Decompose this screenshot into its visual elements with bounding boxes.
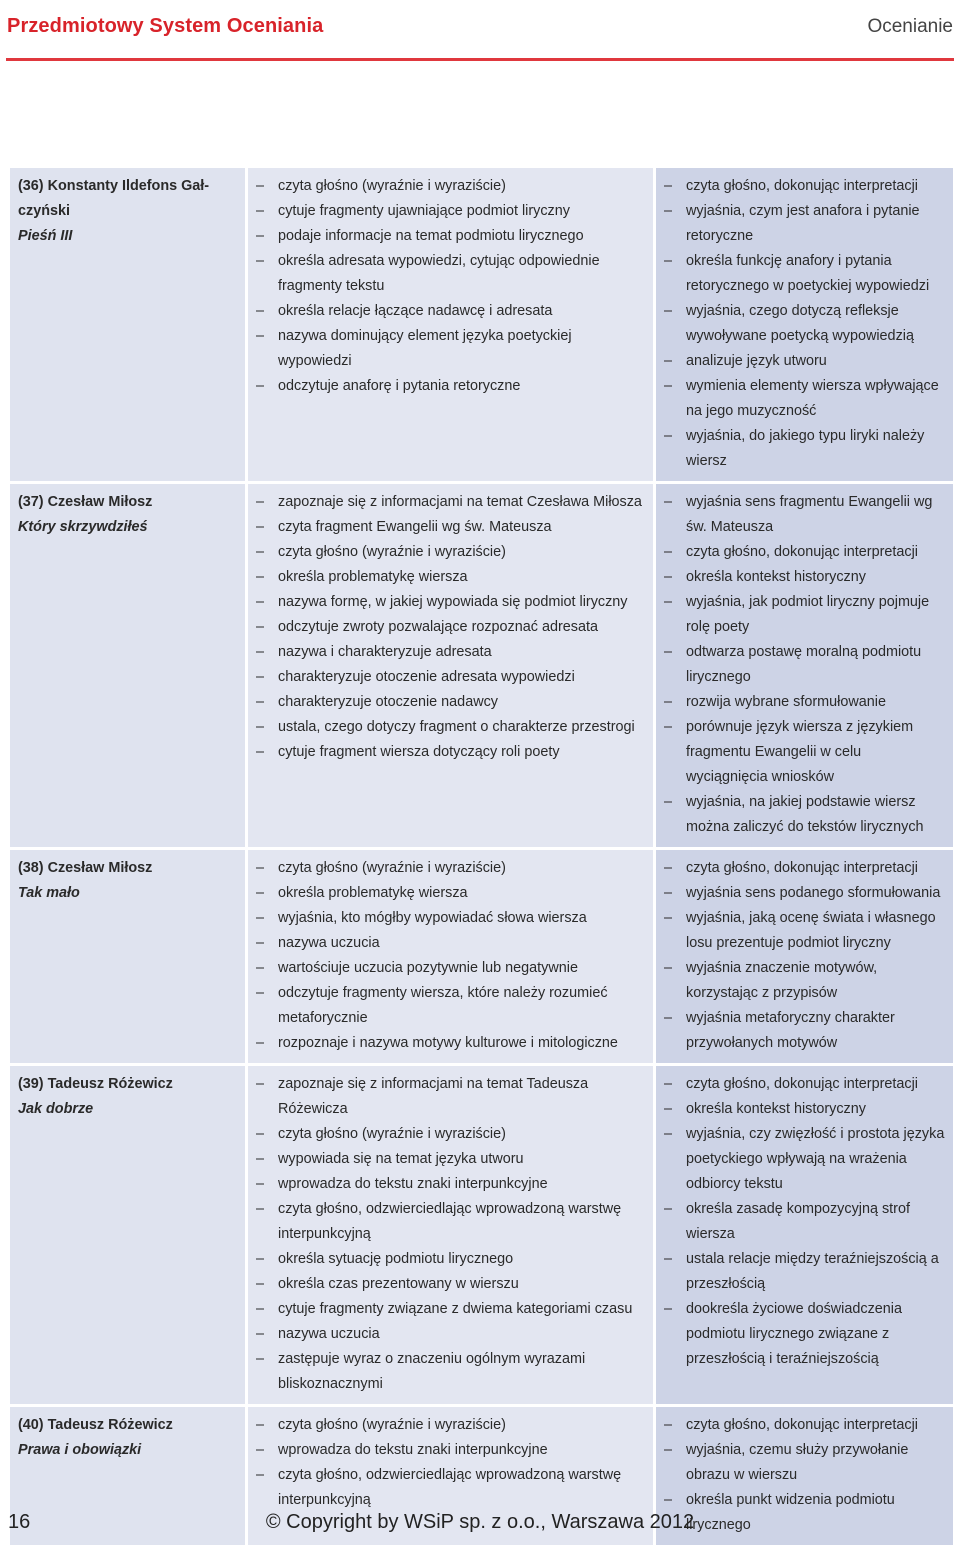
list-item: – określa relacje łączące nadawcę i adresata <box>256 299 645 324</box>
basic-requirements-cell <box>248 1066 653 1404</box>
list-item: – wyjaśnia, jak podmiot liryczny pojmuje rolę poety <box>664 590 945 640</box>
list-item: – czyta głośno (wyraźnie i wyraziście) <box>256 540 645 565</box>
list-item: – czyta głośno, dokonując interpretacji <box>664 1413 945 1438</box>
list-item: – zapoznaje się z informacjami na temat Czesława Miłosza <box>256 490 645 515</box>
list-item: – dookreśla życiowe doświadczenia podmiotu lirycznego związane z przeszłością i teraźniejszością <box>664 1297 945 1372</box>
list-item: – cytuje fragmenty ujawniające podmiot liryczny <box>256 199 645 224</box>
list-item: – odczytuje anaforę i pytania retoryczne <box>256 374 645 399</box>
page-footer <box>0 1505 960 1541</box>
list-item: – nazywa uczucia <box>256 931 645 956</box>
list-item: – porównuje język wiersza z językiem fragmentu Ewangelii w celu wyciągnięcia wniosków <box>664 715 945 790</box>
list-item: – wyjaśnia, czemu służy przywołanie obrazu w wierszu <box>664 1438 945 1488</box>
list-item: – wyjaśnia metaforyczny charakter przywołanych motywów <box>664 1006 945 1056</box>
list-item: – określa punkt widzenia podmiotu lirycznego <box>664 1488 945 1538</box>
list-item: – odczytuje zwroty pozwalające rozpoznać adresata <box>256 615 645 640</box>
list-item: – odtwarza postawę moralną podmiotu lirycznego <box>664 640 945 690</box>
page-header <box>0 0 960 64</box>
list-item: – określa czas prezentowany w wierszu <box>256 1272 645 1297</box>
basic-requirements-cell <box>248 484 653 847</box>
list-item: – wyjaśnia, do jakiego typu liryki należy wiersz <box>664 424 945 474</box>
list-item: – czyta fragment Ewangelii wg św. Mateusza <box>256 515 645 540</box>
table-row <box>10 1066 953 1404</box>
extended-requirements-cell <box>656 484 953 847</box>
lesson-title-cell <box>10 168 245 481</box>
list-item: – ustala relacje między teraźniejszością a przeszłością <box>664 1247 945 1297</box>
list-item: – wyjaśnia, na jakiej podstawie wiersz można zaliczyć do tekstów lirycznych <box>664 790 945 840</box>
work-title: Pieśń III <box>18 228 73 244</box>
work-title: Prawa i obowiązki <box>18 1442 142 1458</box>
list-item: – wprowadza do tekstu znaki interpunkcyjne <box>256 1172 645 1197</box>
list-item: – zastępuje wyraz o znaczeniu ogólnym wyrazami bliskoznacznymi <box>256 1347 645 1397</box>
list-item: – wartościuje uczucia pozytywnie lub negatywnie <box>256 956 645 981</box>
document-title: Przedmiotowy System Oceniania <box>7 15 324 37</box>
extended-requirements-cell <box>656 850 953 1063</box>
list-item: – wyjaśnia, czego dotyczą refleksje wywoływane poetycką wypowiedzią <box>664 299 945 349</box>
copyright-notice: © Copyright by WSiP sp. z o.o., Warszawa 2012 <box>265 1511 695 1533</box>
list-item: – odczytuje fragmenty wiersza, które należy rozumieć metaforycznie <box>256 981 645 1031</box>
list-item: – czyta głośno (wyraźnie i wyraziście) <box>256 1413 645 1438</box>
list-item: – charakteryzuje otoczenie nadawcy <box>256 690 645 715</box>
list-item: – czyta głośno, dokonując interpretacji <box>664 1072 945 1097</box>
assessment-table <box>7 165 956 1548</box>
list-item: – nazywa uczucia <box>256 1322 645 1347</box>
basic-requirements-cell-list <box>256 1072 645 1397</box>
list-item: – czyta głośno, dokonując interpretacji <box>664 540 945 565</box>
list-item: – określa kontekst historyczny <box>664 565 945 590</box>
assessment-table-body <box>10 168 953 1545</box>
list-item: – określa funkcję anafory i pytania retorycznego w poetyckiej wypowiedzi <box>664 249 945 299</box>
author-name: (39) Tadeusz Różewicz <box>18 1076 173 1092</box>
basic-requirements-cell-list <box>256 856 645 1056</box>
list-item: – określa adresata wypowiedzi, cytując odpowiednie fragmenty tekstu <box>256 249 645 299</box>
lesson-title-cell <box>10 484 245 847</box>
list-item: – nazywa i charakteryzuje adresata <box>256 640 645 665</box>
work-title: Tak mało <box>18 885 80 901</box>
page-number: 16 <box>8 1511 31 1533</box>
work-title: Który skrzywdziłeś <box>18 519 148 535</box>
list-item: – wyjaśnia, czym jest anafora i pytanie retoryczne <box>664 199 945 249</box>
table-row <box>10 168 953 481</box>
extended-requirements-cell-list <box>664 490 945 840</box>
author-name: (40) Tadeusz Różewicz <box>18 1417 173 1433</box>
list-item: – określa sytuację podmiotu lirycznego <box>256 1247 645 1272</box>
lesson-title-cell <box>10 850 245 1063</box>
list-item: – określa problematykę wiersza <box>256 565 645 590</box>
section-name: Ocenianie <box>867 16 953 37</box>
lesson-title-cell <box>10 1066 245 1404</box>
list-item: – wyjaśnia sens podanego sformułowania <box>664 881 945 906</box>
extended-requirements-cell-list <box>664 856 945 1056</box>
list-item: – nazywa formę, w jakiej wypowiada się podmiot liryczny <box>256 590 645 615</box>
basic-requirements-cell-list <box>256 174 645 399</box>
basic-requirements-cell <box>248 168 653 481</box>
work-title: Jak dobrze <box>18 1101 94 1117</box>
list-item: – wymienia elementy wiersza wpływające na jego muzyczność <box>664 374 945 424</box>
list-item: – nazywa dominujący element języka poetyckiej wypowiedzi <box>256 324 645 374</box>
list-item: – czyta głośno (wyraźnie i wyraziście) <box>256 856 645 881</box>
table-row <box>10 850 953 1063</box>
list-item: – wyjaśnia sens fragmentu Ewangelii wg św. Mateusza <box>664 490 945 540</box>
list-item: – charakteryzuje otoczenie adresata wypowiedzi <box>256 665 645 690</box>
list-item: – rozwija wybrane sformułowanie <box>664 690 945 715</box>
table-row <box>10 484 953 847</box>
basic-requirements-cell <box>248 850 653 1063</box>
list-item: – określa zasadę kompozycyjną strof wiersza <box>664 1197 945 1247</box>
list-item: – rozpoznaje i nazywa motywy kulturowe i mitologiczne <box>256 1031 645 1056</box>
list-item: – wyjaśnia znaczenie motywów, korzystając z przypisów <box>664 956 945 1006</box>
basic-requirements-cell-list <box>256 1413 645 1513</box>
author-name: (37) Czesław Miłosz <box>18 494 153 510</box>
list-item: – cytuje fragment wiersza dotyczący roli poety <box>256 740 645 765</box>
list-item: – czyta głośno, odzwierciedlając wprowadzoną warstwę interpunkcyjną <box>256 1197 645 1247</box>
list-item: – wyjaśnia, jaką ocenę świata i własnego losu prezentuje podmiot liryczny <box>664 906 945 956</box>
list-item: – analizuje język utworu <box>664 349 945 374</box>
list-item: – czyta głośno (wyraźnie i wyraziście) <box>256 174 645 199</box>
list-item: – czyta głośno, odzwierciedlając wprowadzoną warstwę interpunkcyjną <box>256 1463 645 1513</box>
list-item: – czyta głośno, dokonując interpretacji <box>664 856 945 881</box>
author-name: (36) Konstanty Ildefons Gał-czyński <box>18 178 210 219</box>
list-item: – wyjaśnia, kto mógłby wypowiadać słowa wiersza <box>256 906 645 931</box>
list-item: – wprowadza do tekstu znaki interpunkcyjne <box>256 1438 645 1463</box>
list-item: – czyta głośno, dokonując interpretacji <box>664 174 945 199</box>
list-item: – zapoznaje się z informacjami na temat Tadeusza Różewicza <box>256 1072 645 1122</box>
extended-requirements-cell <box>656 1066 953 1404</box>
list-item: – czyta głośno (wyraźnie i wyraziście) <box>256 1122 645 1147</box>
list-item: – ustala, czego dotyczy fragment o charakterze przestrogi <box>256 715 645 740</box>
author-name: (38) Czesław Miłosz <box>18 860 153 876</box>
list-item: – podaje informacje na temat podmiotu lirycznego <box>256 224 645 249</box>
extended-requirements-cell <box>656 168 953 481</box>
list-item: – wypowiada się na temat języka utworu <box>256 1147 645 1172</box>
header-divider <box>6 58 954 61</box>
list-item: – wyjaśnia, czy zwięzłość i prostota języka poetyckiego wpływają na wrażenia odbiorcy tekstu <box>664 1122 945 1197</box>
extended-requirements-cell-list <box>664 174 945 474</box>
list-item: – określa problematykę wiersza <box>256 881 645 906</box>
list-item: – cytuje fragmenty związane z dwiema kategoriami czasu <box>256 1297 645 1322</box>
list-item: – określa kontekst historyczny <box>664 1097 945 1122</box>
extended-requirements-cell-list <box>664 1072 945 1372</box>
basic-requirements-cell-list <box>256 490 645 765</box>
